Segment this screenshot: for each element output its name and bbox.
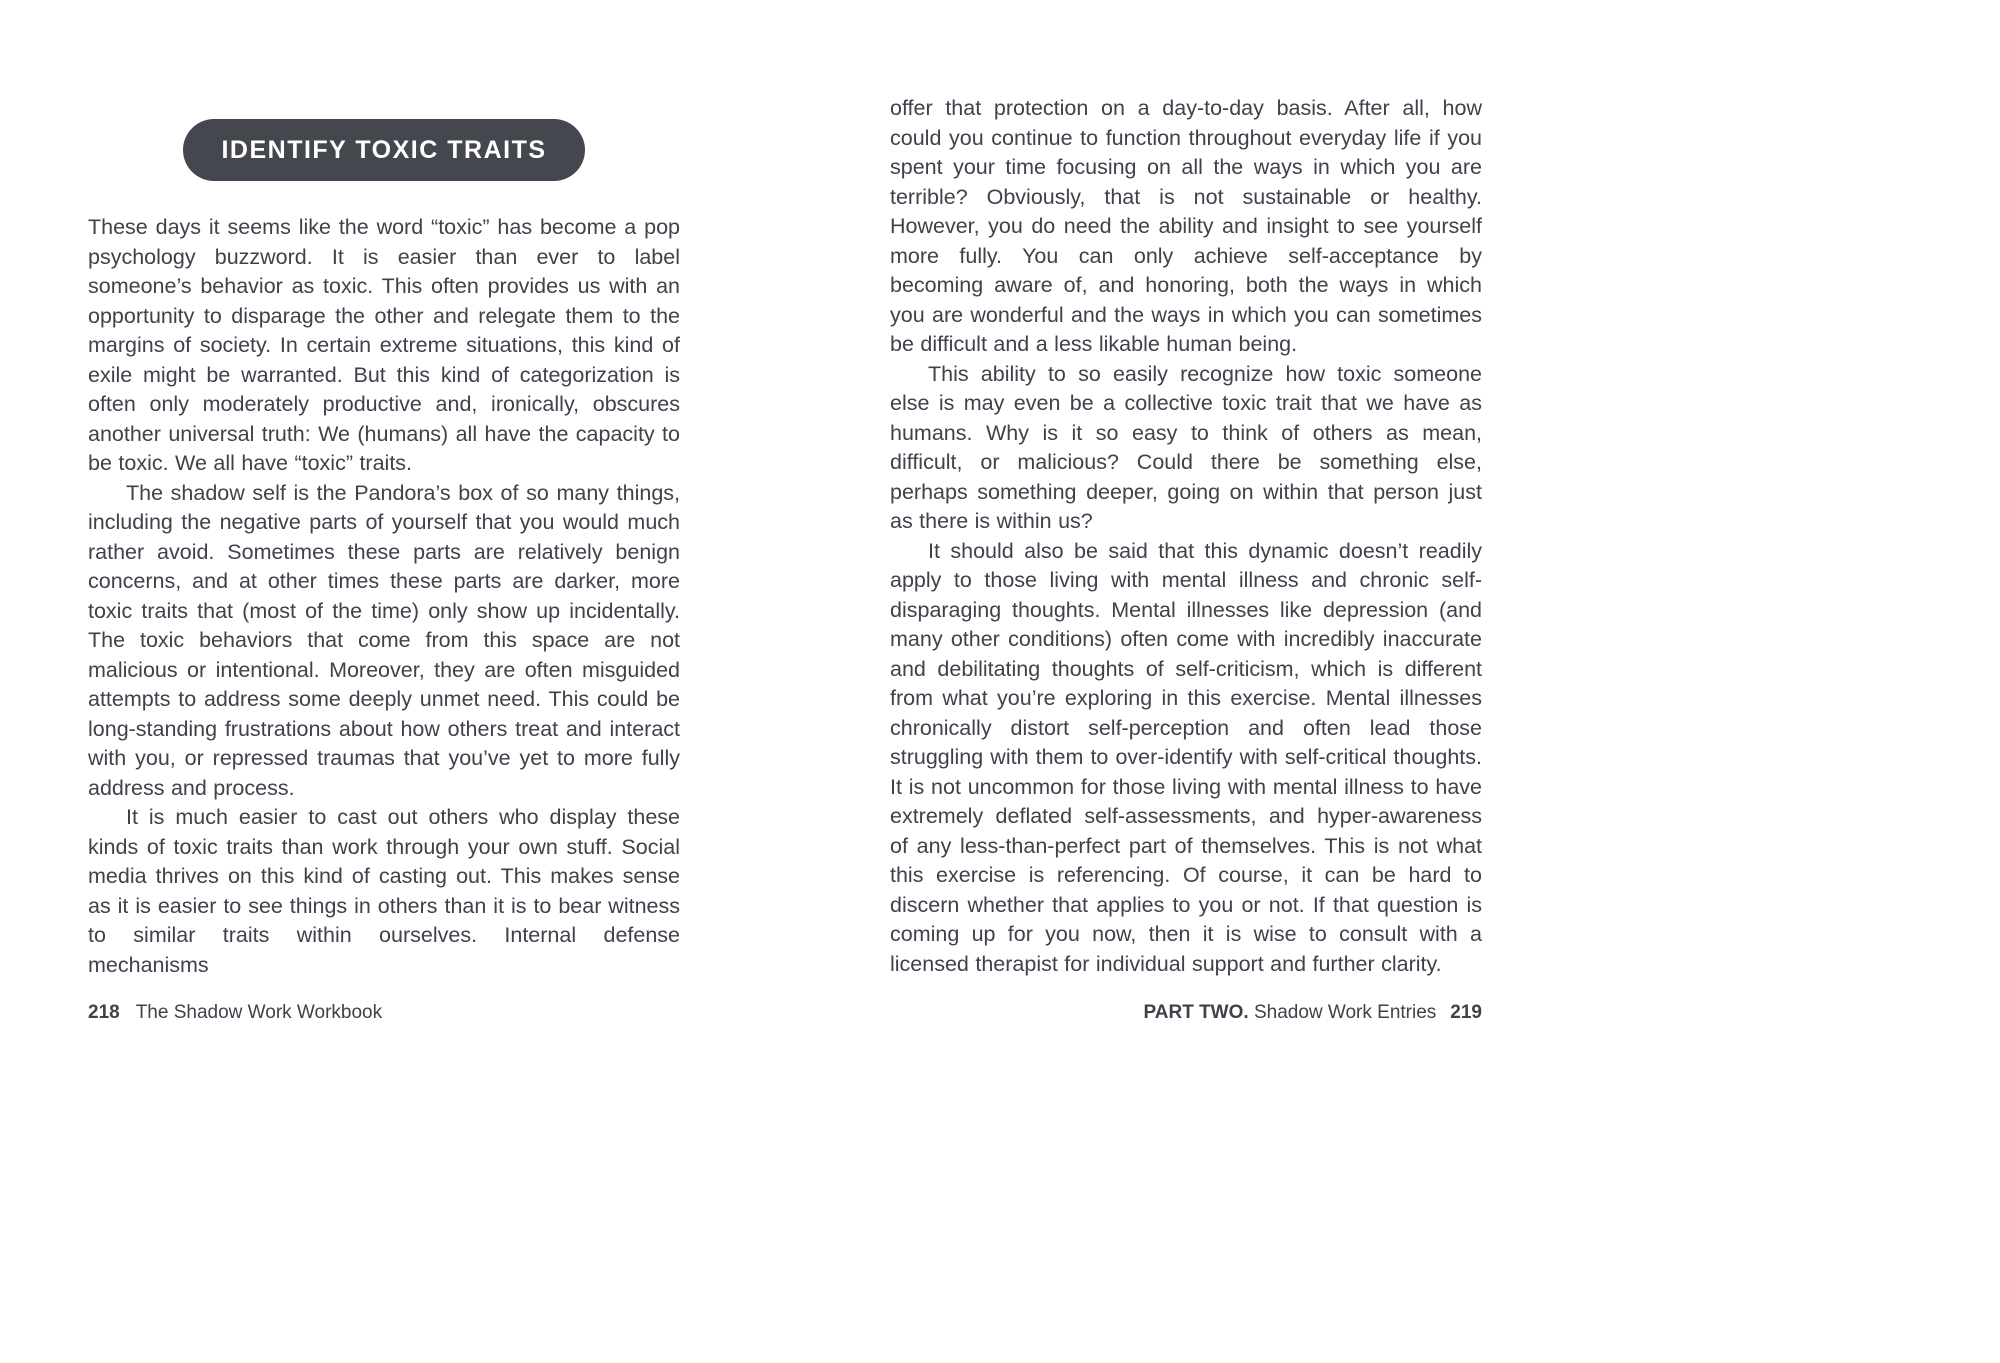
paragraph: This ability to so easily recognize how toxic someone else is may even be a collective toxic trait that we have as humans. Why is it so easy to think of others as mean, difficult, or malicious? Could there be something else, perhaps something deeper, going on within that person just as there is within us? bbox=[890, 361, 1482, 533]
right-body-text bbox=[890, 94, 1482, 979]
page-number-left: 218 bbox=[88, 1002, 120, 1023]
paragraph: It should also be said that this dynamic doesn’t readily apply to those living with mental illness and chronic self-disparaging thoughts. Mental illnesses like depression (and many other conditions) often come with incredibly inaccurate and debilitating thoughts of self-criticism, which is different from what you’re exploring in this exercise. Mental illnesses chronically distort self-perception and often lead those struggling with them to over-identify with self-critical thoughts. It is not uncommon for those living with mental illness to have extremely deflated self-assessments, and hyper-awareness of any less-than-perfect part of themselves. This is not what this exercise is referencing. Of course, it can be hard to discern whether that applies to you or not. If that question is coming up for you now, then it is wise to consult with a licensed therapist for individual support and further clarity. bbox=[890, 538, 1482, 976]
page-number-right: 219 bbox=[1450, 1002, 1482, 1023]
paragraph: The shadow self is the Pandora’s box of so many things, including the negative parts of yourself that you would much rather avoid. Sometimes these parts are relatively benign concerns, and at other times these parts are darker, more toxic traits that (most of the time) only show up incidentally. The toxic behaviors that come from this space are not malicious or intentional. Moreover, they are often misguided attempts to address some deeply unmet need. This could be long-standing frustrations about how others treat and interact with you, or repressed traumas that you’ve yet to more fully address and process. bbox=[88, 480, 680, 800]
footer-right bbox=[890, 1000, 1482, 1026]
paragraph: It is much easier to cast out others who display these kinds of toxic traits than work through your own stuff. Social media thrives on this kind of casting out. This makes sense as it is easier to see things in others than it is to bear witness to similar traits within ourselves. Internal defense mechanisms bbox=[88, 805, 680, 977]
section-badge: IDENTIFY TOXIC TRAITS bbox=[183, 119, 584, 181]
left-body-text bbox=[88, 213, 680, 980]
section-title: Shadow Work Entries bbox=[1253, 1002, 1437, 1023]
book-title: The Shadow Work Workbook bbox=[135, 1002, 383, 1023]
paragraph: offer that protection on a day-to-day basis. After all, how could you continue to function throughout everyday life if you spent your time focusing on all the ways in which you are terrible? Obviously, that is not sustainable or healthy. However, you do need the ability and insight to see yourself more fully. You can only achieve self-acceptance by becoming aware of, and honoring, both the ways in which you are wonderful and the ways in which you can sometimes be difficult and a less likable human being. bbox=[890, 96, 1482, 356]
section-badge-container bbox=[88, 0, 680, 181]
page-right bbox=[890, 0, 1482, 979]
paragraph: These days it seems like the word “toxic” has become a pop psychology buzzword. It is easier than ever to label someone’s behavior as toxic. This often provides us with an opportunity to disparage the other and relegate them to the margins of society. In certain extreme situations, this kind of exile might be warranted. But this kind of categorization is often only moderately productive and, ironically, obscures another universal truth: We (humans) all have the capacity to be toxic. We all have “toxic” traits. bbox=[88, 215, 680, 475]
part-label: PART TWO. bbox=[1143, 1002, 1249, 1023]
footer-left bbox=[88, 1000, 680, 1026]
page-left bbox=[88, 0, 680, 980]
